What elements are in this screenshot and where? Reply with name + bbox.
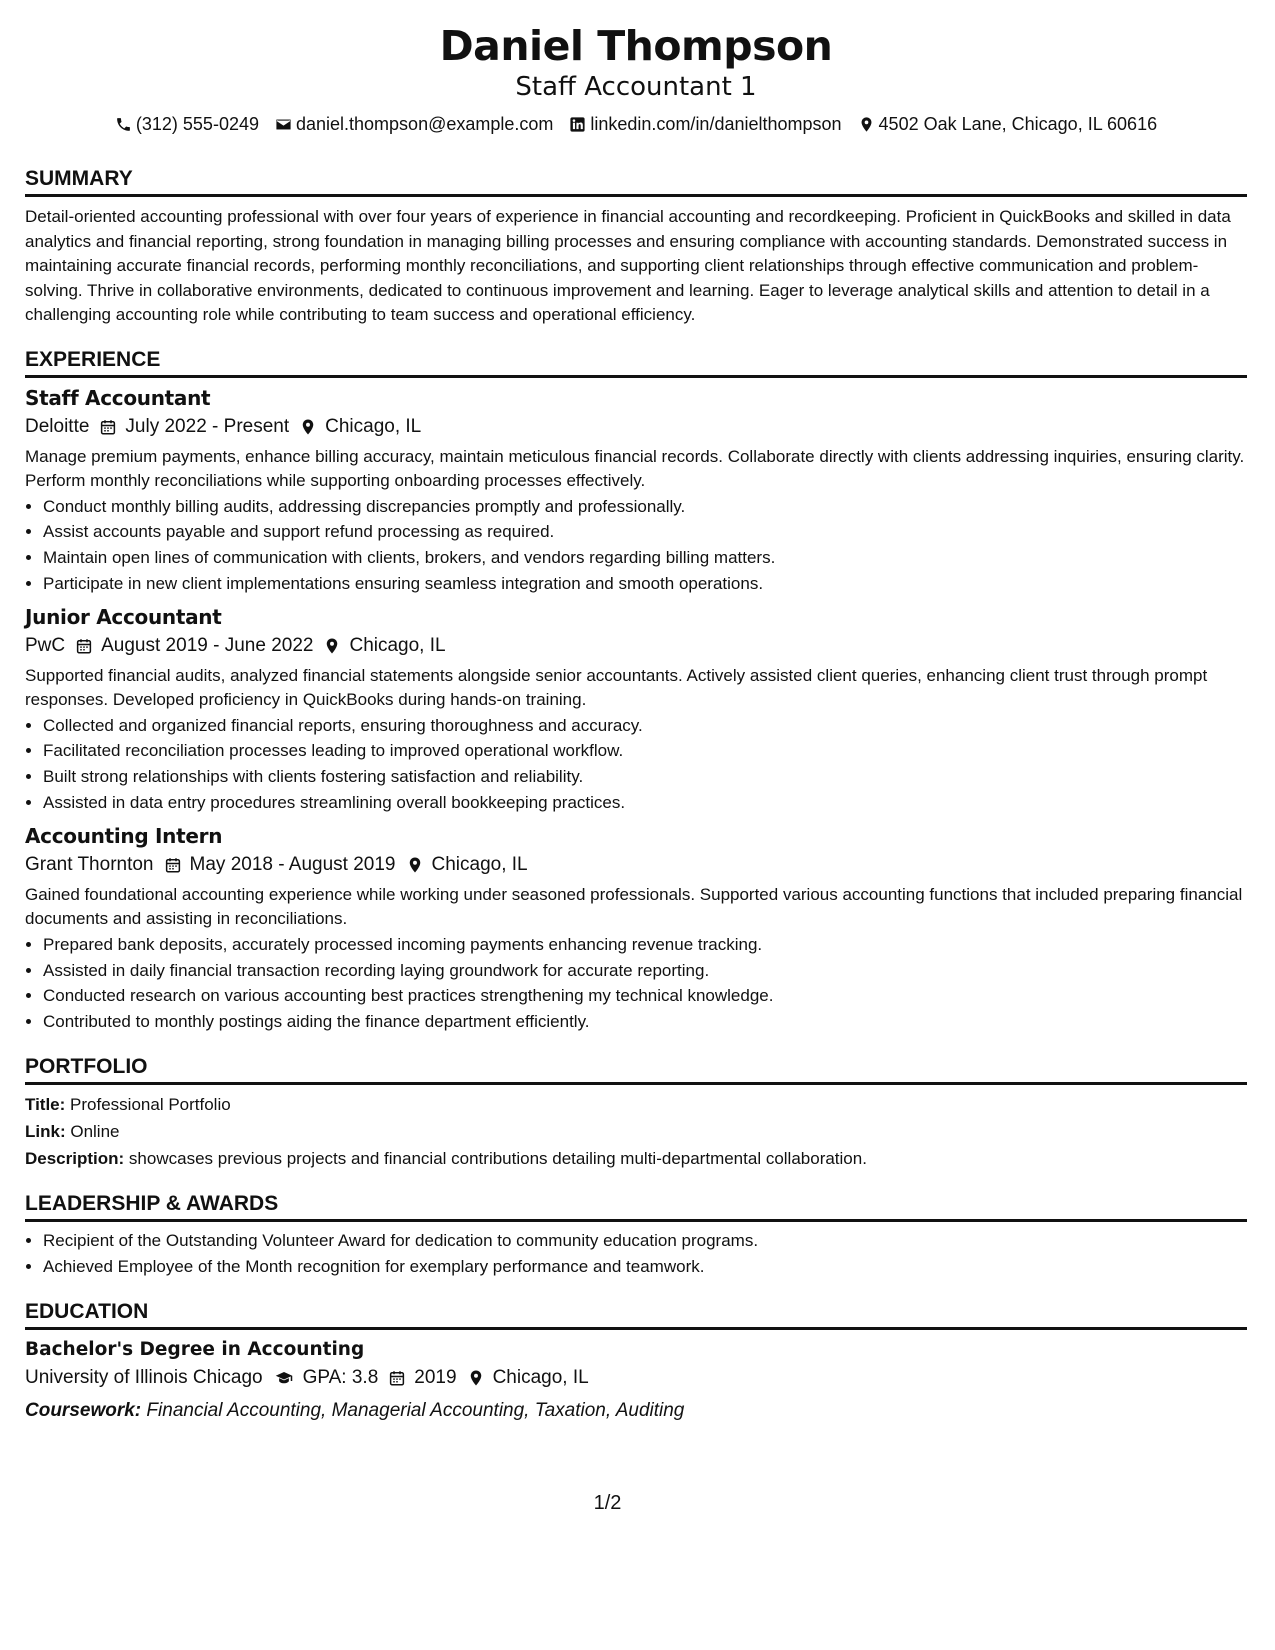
portfolio-title-value: Professional Portfolio [70,1095,231,1115]
list-item: • Conducted research on various accounting best practices strengthening my technical knowledge. [43,983,1247,1009]
job-entry [25,603,1247,816]
linkedin-icon [569,116,586,133]
portfolio-link [25,1118,1247,1145]
job-meta [25,631,1247,661]
portfolio-link-label: Link: [25,1122,66,1142]
job-description: Manage premium payments, enhance billing accuracy, maintain meticulous financial records. Collaborate directly with clients addressing inquiries, ensuring clarity. Perform monthly reconciliations while supporting onboarding processes effectively. [25,446,1245,490]
portfolio-description-label: Description: [25,1149,125,1169]
job-location: Chicago, IL [349,634,446,656]
location-pin-icon [858,116,875,133]
calendar-icon [99,418,117,436]
list-item: • Assist accounts payable and support refund processing as required. [43,519,1247,545]
list-item: • Achieved Employee of the Month recognition for exemplary performance and teamwork. [43,1254,1247,1280]
job-meta [25,850,1247,880]
education-school: University of Illinois Chicago [25,1366,263,1388]
contact-phone-text: (312) 555-0249 [135,114,259,134]
list-item: • Participate in new client implementations ensuring seamless integration and smooth operations. [43,571,1247,597]
list-item: • Assisted in data entry procedures streamlining overall bookkeeping practices. [43,790,1247,816]
coursework-label: Coursework: [25,1399,142,1421]
list-item: • Assisted in daily financial transaction recording laying groundwork for accurate reporting. [43,958,1247,984]
leadership-section [25,1191,1247,1280]
location-pin-icon [323,637,341,655]
calendar-icon [75,637,93,655]
calendar-icon [388,1369,406,1387]
contact-email-text: daniel.thompson@example.com [295,114,554,134]
education-gpa: GPA: 3.8 [302,1366,379,1388]
list-item: • Contributed to monthly postings aiding the finance department efficiently. [43,1009,1247,1035]
contact-address[interactable] [858,112,1158,136]
education-section [25,1299,1247,1426]
job-description: Gained foundational accounting experience while working under seasoned professionals. Supported various accounting functions that included preparing financial documents and assisting in reconciliations. [25,884,1243,929]
job-company: PwC [25,634,66,656]
contact-linkedin-text: linkedin.com/in/danielthompson [590,114,842,134]
job-dates: May 2018 - August 2019 [189,853,396,875]
education-year: 2019 [414,1366,457,1388]
job-company: Deloitte [25,415,90,437]
job-title: Accounting Intern [25,823,223,848]
contact-email[interactable] [275,112,553,136]
job-location: Chicago, IL [325,415,422,437]
education-meta [25,1363,1247,1393]
portfolio-section [25,1054,1247,1172]
job-location: Chicago, IL [431,853,528,875]
candidate-name: Daniel Thompson [439,22,833,70]
coursework-list: Financial Accounting, Managerial Accounting, Taxation, Auditing [146,1399,685,1421]
job-meta [25,412,1247,442]
contact-phone[interactable] [115,112,259,136]
list-item: • Prepared bank deposits, accurately processed incoming payments enhancing revenue tracking. [43,932,1247,958]
section-title-portfolio: PORTFOLIO [25,1054,1247,1085]
list-item: • Recipient of the Outstanding Volunteer Award for dedication to community education programs. [43,1228,1247,1254]
job-company: Grant Thornton [25,853,154,875]
education-coursework [25,1396,1247,1426]
job-dates: August 2019 - June 2022 [101,634,314,656]
leadership-bullets [25,1228,1247,1280]
envelope-icon [275,116,292,133]
location-pin-icon [299,418,317,436]
job-description: Supported financial audits, analyzed financial statements alongside senior accountants. Actively assisted client queries, enhancing client trust through prompt responses. Developed proficiency in QuickBooks during hands-on training. [25,665,1208,710]
contact-linkedin[interactable] [569,112,841,136]
list-item: • Maintain open lines of communication with clients, brokers, and vendors regarding billing matters. [43,545,1247,571]
education-degree: Bachelor's Degree in Accounting [25,1338,365,1360]
portfolio-description [25,1145,1247,1172]
job-entry [25,822,1247,1035]
job-title: Staff Accountant [25,385,211,410]
resume-header [25,20,1247,136]
job-entry [25,384,1247,597]
location-pin-icon [467,1369,485,1387]
list-item: • Built strong relationships with clients fostering satisfaction and reliability. [43,764,1247,790]
portfolio-description-value: showcases previous projects and financial contributions detailing multi-departmental collaboration. [128,1149,867,1169]
section-title-leadership: LEADERSHIP & AWARDS [25,1191,1247,1222]
phone-icon [115,116,132,133]
job-bullets [25,932,1247,1035]
page-number: 1/2 [593,1492,622,1514]
candidate-headline: Staff Accountant 1 [515,72,757,102]
section-title-experience: EXPERIENCE [25,347,1247,378]
contact-bar [25,112,1247,136]
list-item: • Conduct monthly billing audits, addressing discrepancies promptly and professionally. [43,494,1247,520]
calendar-icon [164,856,182,874]
portfolio-title [25,1091,1247,1118]
job-bullets [25,494,1247,597]
education-location: Chicago, IL [492,1366,589,1388]
experience-section [25,347,1247,1036]
portfolio-title-label: Title: [25,1095,66,1115]
job-title: Junior Accountant [25,604,222,629]
graduation-cap-icon [273,1369,295,1387]
summary-section [25,166,1247,328]
contact-address-text: 4502 Oak Lane, Chicago, IL 60616 [878,114,1158,134]
portfolio-link-value[interactable]: Online [70,1122,120,1142]
location-pin-icon [406,856,424,874]
job-bullets [25,713,1247,816]
section-title-summary: SUMMARY [25,166,1247,197]
list-item: • Facilitated reconciliation processes leading to improved operational workflow. [43,738,1247,764]
list-item: • Collected and organized financial reports, ensuring thoroughness and accuracy. [43,713,1247,739]
resume-page [25,20,1247,1426]
job-dates: July 2022 - Present [125,415,290,437]
section-title-education: EDUCATION [25,1299,1247,1330]
summary-text: Detail-oriented accounting professional with over four years of experience in financial accounting and recordkeeping. Proficient in QuickBooks and skilled in data analytics and financial reporting, strong foundation in managing billing processes and ensuring compliance with accounting standards. Demonstrated success in maintaining accurate financial records, performing monthly reconciliations, and supporting client relationships through effective communication and problem-solving. Thrive in collaborative environments, dedicated to continuous improvement and learning. Eager to leverage analytical skills and attention to detail in a challenging accounting role while contributing to team success and operational efficiency. [25,207,1231,324]
